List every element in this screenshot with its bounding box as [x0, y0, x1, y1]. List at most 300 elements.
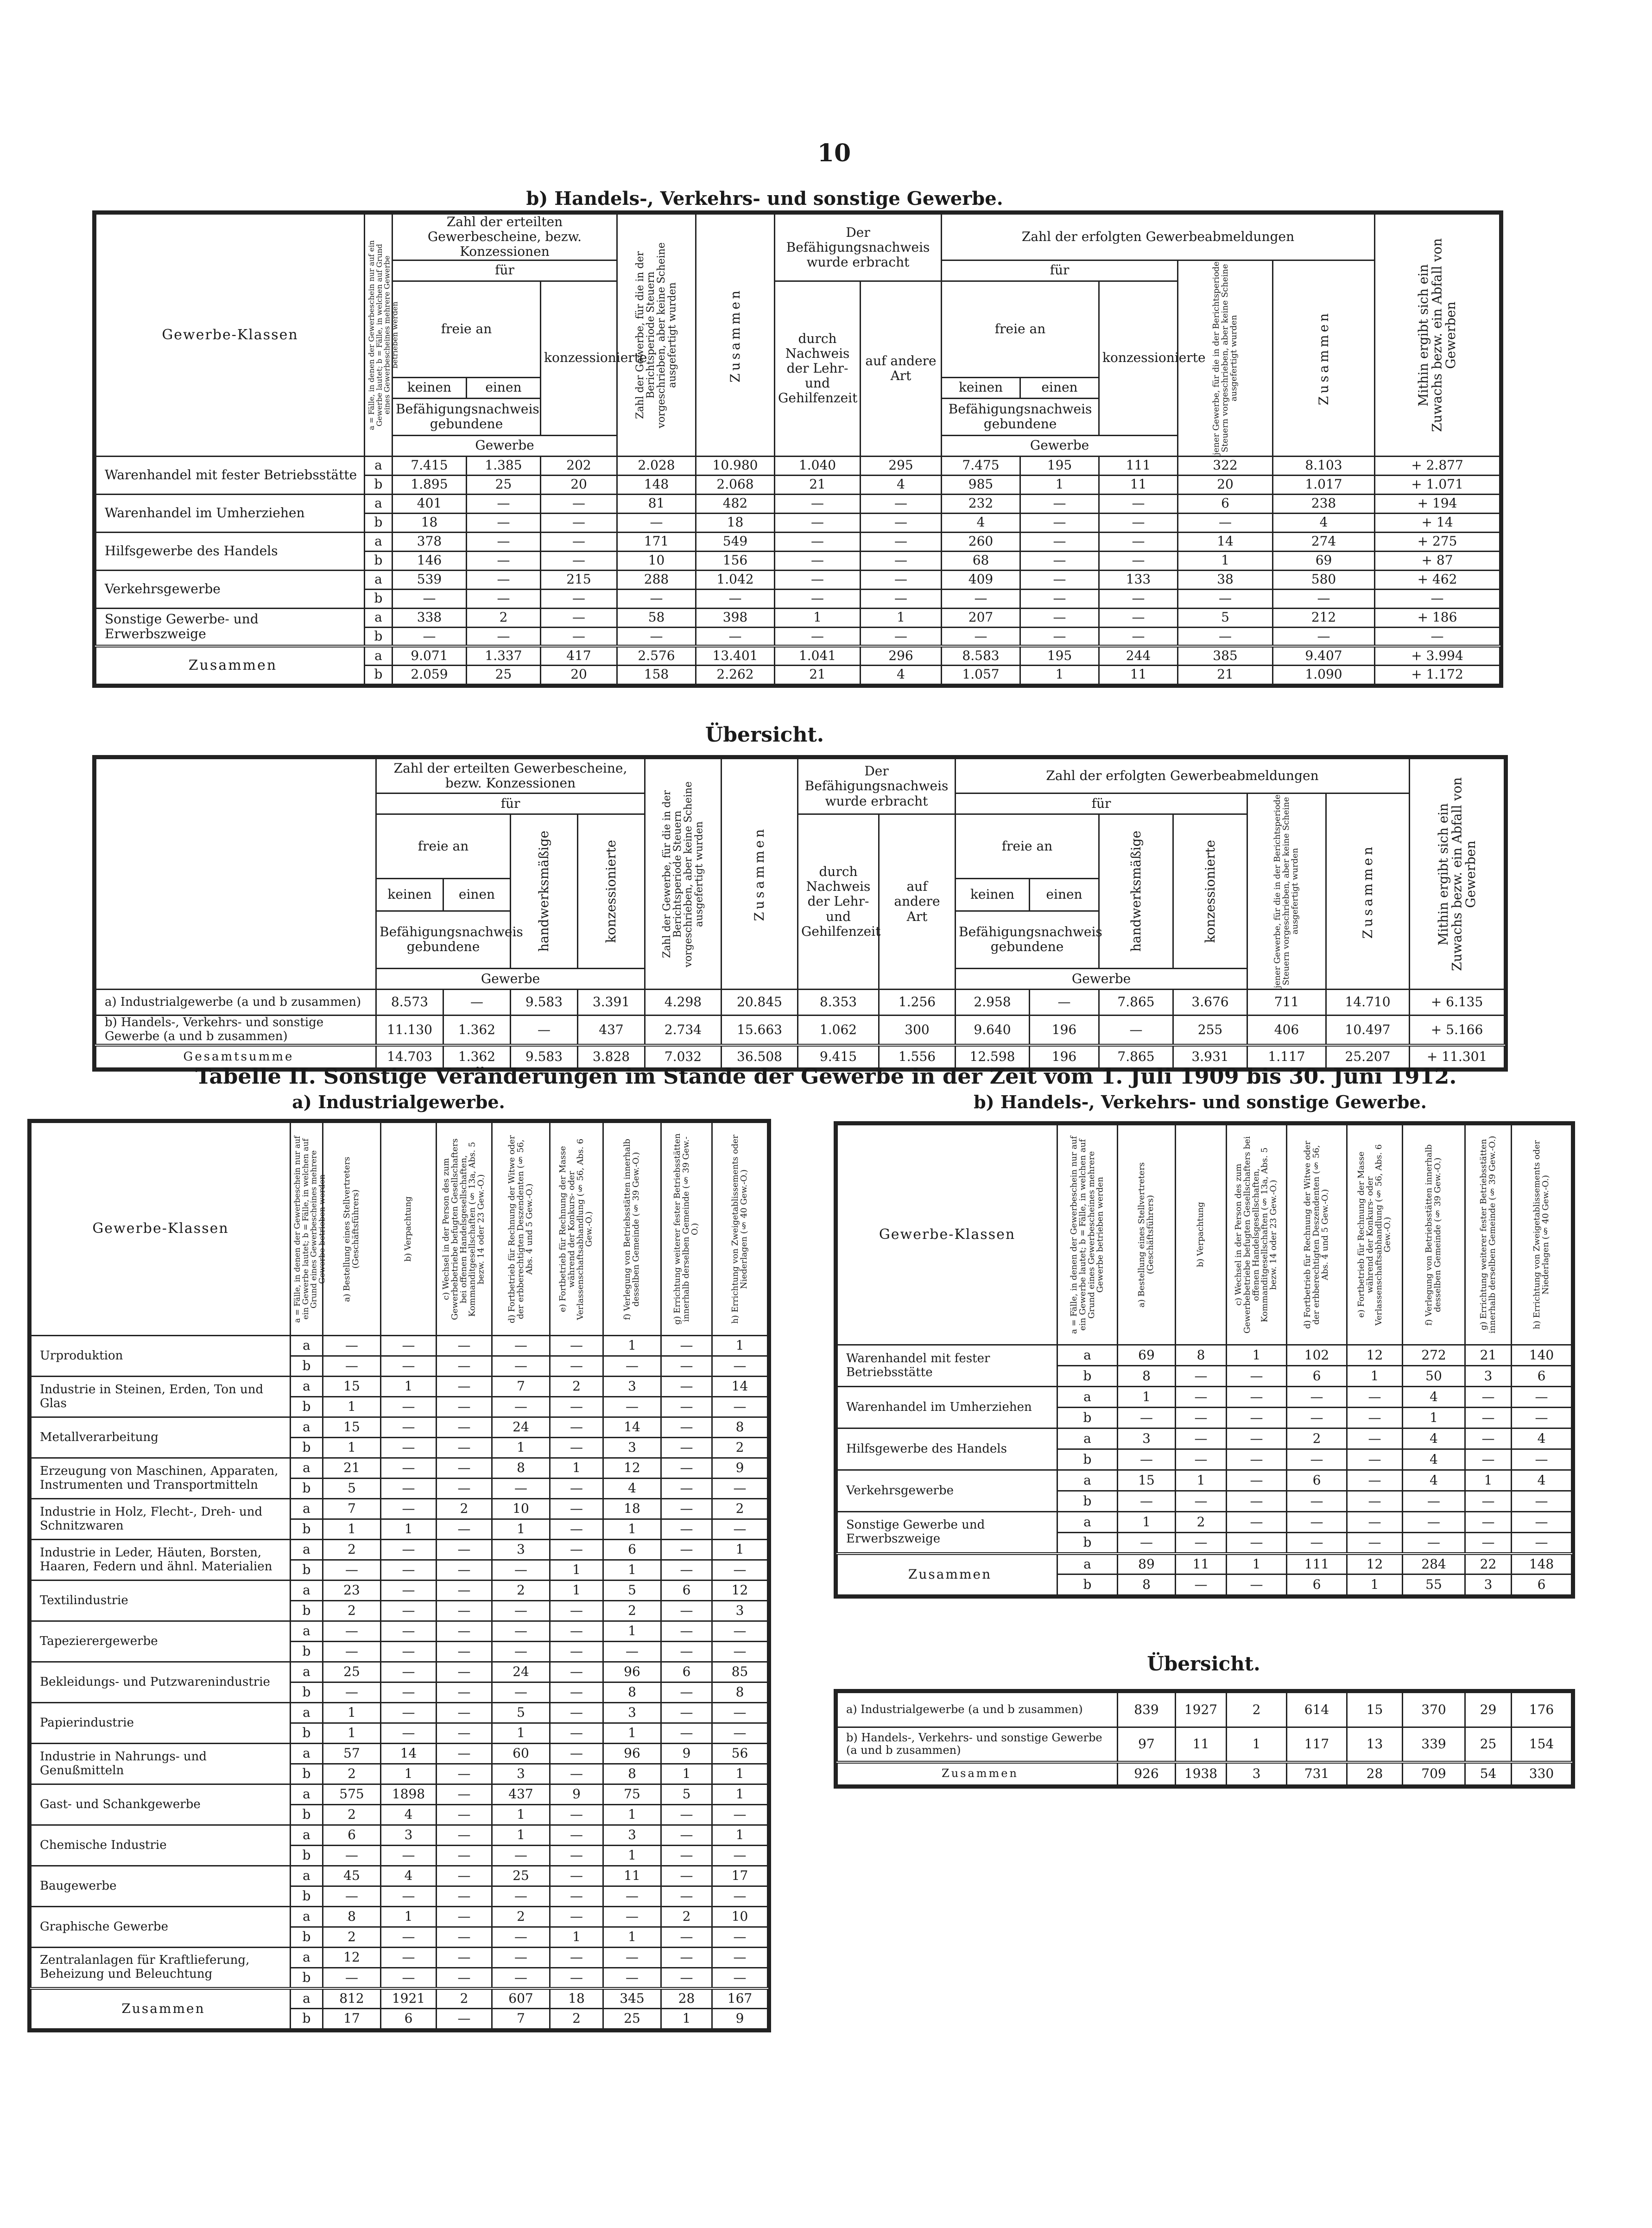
- cell: 10.980: [696, 456, 775, 475]
- total-label: Gesamtsumme: [96, 1045, 376, 1068]
- total-cell: 1: [1347, 1574, 1403, 1595]
- total-cell: 89: [1118, 1554, 1176, 1574]
- table-row: [837, 1470, 1572, 1491]
- cell: 401: [392, 494, 467, 513]
- cell: 20: [1178, 475, 1273, 494]
- row-type-b: b: [291, 1764, 323, 1784]
- cell: + 462: [1375, 570, 1500, 589]
- col-header-5: [1403, 1125, 1465, 1345]
- cell: 1: [712, 1825, 768, 1846]
- cell: 6: [1287, 1366, 1347, 1387]
- row-label: b) Handels-, Verkehrs- und sonstige Gewerbe (a und b zusammen): [837, 1727, 1118, 1762]
- row-type-b: b: [1057, 1366, 1118, 1387]
- cell: 1: [1227, 1727, 1287, 1762]
- total-cell: 4: [861, 665, 942, 684]
- cell: 1: [603, 1560, 661, 1581]
- table-row: [96, 532, 1500, 551]
- cell: —: [1176, 1491, 1227, 1512]
- cell: —: [381, 1356, 437, 1377]
- row-label: Warenhandel mit fester Betriebsstätte: [96, 456, 365, 494]
- row-label: Papierindustrie: [31, 1703, 291, 1744]
- cell: 11.130: [376, 1016, 443, 1045]
- cell: 1: [550, 1927, 603, 1948]
- gewerbe-label-3: Gewerbe: [376, 969, 645, 990]
- total-cell: 54: [1465, 1762, 1512, 1785]
- cell: —: [541, 494, 617, 513]
- cell: 3: [381, 1825, 437, 1846]
- cell: 2: [603, 1601, 661, 1621]
- cell: 14: [381, 1744, 437, 1764]
- cell: + 1.071: [1375, 475, 1500, 494]
- total-cell: 36.508: [722, 1045, 798, 1068]
- cell: 8: [492, 1458, 550, 1479]
- cell: —: [381, 1458, 437, 1479]
- cell: 409: [942, 570, 1020, 589]
- row-label: Warenhandel mit fester Betriebsstätte: [837, 1345, 1057, 1387]
- table-row: [96, 494, 1500, 513]
- cell: 21: [1465, 1345, 1512, 1366]
- row-label: a) Industrialgewerbe (a und b zusammen): [96, 990, 376, 1016]
- total-cell: 8: [1118, 1574, 1176, 1595]
- cell: —: [437, 1825, 492, 1846]
- total-cell: 731: [1287, 1762, 1347, 1785]
- cell: —: [617, 627, 696, 646]
- col-header-1: [381, 1123, 437, 1336]
- row-label: Hilfsgewerbe des Handels: [96, 532, 365, 570]
- cell: —: [1403, 1491, 1465, 1512]
- cell: 8: [603, 1682, 661, 1703]
- total-cell: 9.071: [392, 646, 467, 665]
- cell: —: [381, 1560, 437, 1581]
- cell: 202: [541, 456, 617, 475]
- freie-an-4: freie an: [956, 814, 1099, 879]
- cell: —: [661, 1703, 712, 1723]
- cell: —: [661, 1948, 712, 1968]
- cell: —: [492, 1397, 550, 1417]
- cell: —: [381, 1927, 437, 1948]
- cell: 11: [1099, 475, 1178, 494]
- row-type-b: b: [291, 1560, 323, 1581]
- cell: —: [550, 1356, 603, 1377]
- total-cell: + 3.994: [1375, 646, 1500, 665]
- cell: 75: [603, 1784, 661, 1805]
- row-type-a: a: [291, 1499, 323, 1519]
- cell: 14.710: [1326, 990, 1410, 1016]
- cell: 614: [1287, 1693, 1347, 1727]
- cell: —: [437, 1744, 492, 1764]
- row-label: Metallverarbeitung: [31, 1417, 291, 1458]
- cell: —: [1176, 1428, 1227, 1449]
- cell: —: [392, 627, 467, 646]
- cell: 12: [712, 1581, 768, 1601]
- cell: —: [696, 589, 775, 608]
- col-header-text: b) Verpachtung: [1196, 1202, 1206, 1268]
- cell: —: [1118, 1449, 1176, 1470]
- cell: 1: [1118, 1512, 1176, 1533]
- cell: 1.042: [696, 570, 775, 589]
- col-ab-header: a = Fälle, in denen der Gewerbeschein nur auf ein Gewerbe lautet; b = Fälle, in welchen auf Grund eines Gewerbescheines mehrere Gewerbe betrieben werden: [367, 240, 399, 430]
- cell: 20.845: [722, 990, 798, 1016]
- cell: 4: [603, 1479, 661, 1499]
- cell: —: [541, 532, 617, 551]
- table-row: [96, 456, 1500, 475]
- row-type-b: b: [291, 1397, 323, 1417]
- row-type-b: b: [365, 475, 392, 494]
- total-cell: 25.207: [1326, 1045, 1410, 1068]
- cell: 1: [550, 1458, 603, 1479]
- cell: 1.062: [798, 1016, 879, 1045]
- cell: —: [1227, 1533, 1287, 1554]
- cell: —: [1347, 1449, 1403, 1470]
- cell: 2: [712, 1499, 768, 1519]
- cell: —: [661, 1397, 712, 1417]
- cell: —: [1178, 627, 1273, 646]
- cell: 549: [696, 532, 775, 551]
- cell: 322: [1178, 456, 1273, 475]
- cell: 1: [1227, 1345, 1287, 1366]
- row-type-b: b: [1057, 1574, 1118, 1595]
- cell: —: [492, 1886, 550, 1907]
- row-type-b: b: [291, 1886, 323, 1907]
- cell: —: [381, 1479, 437, 1499]
- cell: 295: [861, 456, 942, 475]
- cell: 1: [603, 1519, 661, 1540]
- row-type-b: b: [291, 1968, 323, 1988]
- total-cell: 1921: [381, 1988, 437, 2009]
- col-zusammen-1: Zusammen: [727, 287, 743, 382]
- cell: —: [550, 1968, 603, 1988]
- cell: 1: [861, 608, 942, 627]
- col-zahl-steuer: Zahl der Gewerbe, für die in der Berichtsperiode Steuern vorgeschrieben, aber keine Scheine ausgefertigt wurden: [634, 242, 678, 428]
- cell: —: [1227, 1512, 1287, 1533]
- col-header-7: [1512, 1125, 1572, 1345]
- cell: —: [603, 1886, 661, 1907]
- col-andere-2: auf andere Art: [879, 814, 956, 990]
- total-cell: + 1.172: [1375, 665, 1500, 684]
- cell: —: [1099, 532, 1178, 551]
- cell: —: [550, 1642, 603, 1662]
- row-label: Sonstige Gewerbe- und Erwerbszweige: [96, 608, 365, 646]
- cell: 8: [603, 1764, 661, 1784]
- cell: —: [381, 1948, 437, 1968]
- cell: 288: [617, 570, 696, 589]
- cell: 1898: [381, 1784, 437, 1805]
- col-jener-2: jener Gewerbe, für die in der Berichtsperiode Steuern vorgeschrieben, aber keine Scheine ausgefertigt wurden: [1272, 794, 1300, 988]
- cell: —: [603, 1948, 661, 1968]
- cell: 1: [1178, 551, 1273, 570]
- cell: —: [1465, 1408, 1512, 1428]
- cell: —: [661, 1642, 712, 1662]
- cell: 3: [1465, 1366, 1512, 1387]
- cell: + 194: [1375, 494, 1500, 513]
- cell: —: [712, 1621, 768, 1642]
- cell: —: [437, 1805, 492, 1825]
- cell: 25: [323, 1662, 381, 1682]
- cell: —: [1020, 513, 1099, 532]
- cell: —: [1020, 551, 1099, 570]
- cell: 14: [712, 1377, 768, 1397]
- cell: —: [1227, 1366, 1287, 1387]
- row-type-a: a: [291, 1540, 323, 1560]
- total-cell: 926: [1118, 1762, 1176, 1785]
- cell: —: [861, 627, 942, 646]
- col-keinen-3: keinen: [376, 878, 443, 911]
- row-type-b: b: [291, 1805, 323, 1825]
- row-type-b: b: [1057, 1408, 1118, 1428]
- table-row: [31, 1866, 768, 1886]
- col-header-text: h) Errichtung von Zweigetablissements oder Niederlagen (§ 40 Gew.-O.): [1532, 1140, 1551, 1329]
- cell: 272: [1403, 1345, 1465, 1366]
- bef-gebundene-1: Befähigungsnachweis gebundene: [392, 398, 541, 435]
- cell: 2.028: [617, 456, 696, 475]
- cell: 2: [323, 1805, 381, 1825]
- cell: —: [467, 513, 541, 532]
- cell: 232: [942, 494, 1020, 513]
- row-type-a: a: [291, 1621, 323, 1642]
- cell: 274: [1273, 532, 1375, 551]
- row-type-a: a: [365, 608, 392, 627]
- cell: —: [1347, 1512, 1403, 1533]
- col-einen-2: einen: [1020, 377, 1099, 398]
- total-cell: 2.059: [392, 665, 467, 684]
- cell: —: [381, 1886, 437, 1907]
- cell: 3: [603, 1377, 661, 1397]
- cell: —: [437, 1560, 492, 1581]
- col-einen-3: einen: [443, 878, 511, 911]
- cell: —: [661, 1560, 712, 1581]
- cell: —: [712, 1927, 768, 1948]
- table-row: [96, 990, 1505, 1016]
- col-header-6: [661, 1123, 712, 1336]
- col-header-text: e) Fortbetrieb für Rechnung der Masse während der Konkurs- oder Verlassenschaftsabhandlung (§ 56, Abs. 6 Gew.-O.): [558, 1138, 594, 1320]
- col-keinen-1: keinen: [392, 377, 467, 398]
- cell: 25: [492, 1866, 550, 1886]
- cell: 9.583: [511, 990, 578, 1016]
- row-label: a) Industrialgewerbe (a und b zusammen): [837, 1693, 1118, 1727]
- total-cell: 7: [492, 2009, 550, 2029]
- row-type-a: a: [291, 1417, 323, 1438]
- cell: 1: [492, 1805, 550, 1825]
- cell: —: [550, 1662, 603, 1682]
- grp-befaehigung: Der Befähigungsnachweis wurde erbracht: [775, 214, 942, 281]
- table-row: [31, 1703, 768, 1723]
- cell: 1: [712, 1336, 768, 1356]
- total-label: Zusammen: [837, 1554, 1057, 1595]
- cell: —: [775, 532, 861, 551]
- cell: —: [492, 1682, 550, 1703]
- cell: —: [661, 1458, 712, 1479]
- cell: —: [1099, 627, 1178, 646]
- row-type-b: b: [291, 1438, 323, 1458]
- cell: —: [1030, 990, 1099, 1016]
- cell: —: [1118, 1491, 1176, 1512]
- cell: 4.298: [645, 990, 722, 1016]
- cell: 10: [492, 1499, 550, 1519]
- cell: —: [775, 494, 861, 513]
- cell: —: [1227, 1491, 1287, 1512]
- gewerbe-label-2: Gewerbe: [942, 435, 1178, 456]
- cell: 25: [467, 475, 541, 494]
- cell: 2.958: [956, 990, 1030, 1016]
- col-ab-header-4: a = Fälle, in denen der Gewerbeschein nur auf ein Gewerbe lautet; b = Fälle, in welchen auf Grund eines Gewerbescheines mehrere Gewerbe betrieben werden: [1069, 1136, 1105, 1334]
- cell: 378: [392, 532, 467, 551]
- cell: 1.256: [879, 990, 956, 1016]
- cell: —: [437, 1968, 492, 1988]
- cell: 56: [712, 1744, 768, 1764]
- cell: 3: [492, 1540, 550, 1560]
- cell: —: [1347, 1387, 1403, 1408]
- cell: —: [550, 1866, 603, 1886]
- cell: 14: [1178, 532, 1273, 551]
- cell: —: [437, 1377, 492, 1397]
- handels-table: [95, 213, 1500, 685]
- cell: —: [443, 990, 511, 1016]
- total-cell: 196: [1030, 1045, 1099, 1068]
- row-label: b) Handels-, Verkehrs- und sonstige Gewerbe (a und b zusammen): [96, 1016, 376, 1045]
- cell: —: [712, 1948, 768, 1968]
- cell: —: [775, 551, 861, 570]
- cell: —: [381, 1581, 437, 1601]
- cell: —: [437, 1642, 492, 1662]
- row-type-a: a: [365, 456, 392, 475]
- cell: 6: [323, 1825, 381, 1846]
- cell: 4: [381, 1805, 437, 1825]
- cell: —: [437, 1417, 492, 1438]
- cell: —: [437, 1438, 492, 1458]
- cell: 839: [1118, 1693, 1176, 1727]
- col-header-text: a) Bestellung eines Stellvertreters (Geschäftsführers): [1137, 1162, 1155, 1308]
- row-type-a: a: [291, 1377, 323, 1397]
- cell: —: [381, 1601, 437, 1621]
- cell: —: [437, 1397, 492, 1417]
- cell: 1.040: [775, 456, 861, 475]
- cell: —: [381, 1642, 437, 1662]
- total-cell: 17: [323, 2009, 381, 2029]
- cell: —: [550, 1601, 603, 1621]
- col-einen-4: einen: [1030, 878, 1099, 911]
- cell: 7.865: [1099, 990, 1173, 1016]
- col-gewerbe-klassen: Gewerbe-Klassen: [96, 214, 365, 457]
- cell: —: [1176, 1408, 1227, 1428]
- table-row: [837, 1387, 1572, 1408]
- cell: —: [1099, 513, 1178, 532]
- cell: 96: [603, 1662, 661, 1682]
- cell: 1: [603, 1621, 661, 1642]
- cell: 5: [492, 1703, 550, 1723]
- cell: —: [437, 1581, 492, 1601]
- cell: 300: [879, 1016, 956, 1045]
- cell: 3: [492, 1764, 550, 1784]
- cell: —: [1512, 1491, 1572, 1512]
- total-cell: —: [1227, 1574, 1287, 1595]
- cell: 5: [1178, 608, 1273, 627]
- cell: 14: [603, 1417, 661, 1438]
- cell: —: [661, 1886, 712, 1907]
- cell: 4: [381, 1866, 437, 1886]
- col-hand-1: handwerksmäßige: [536, 831, 552, 952]
- col-header-text: g) Errichtung weiterer fester Betriebsstätten innerhalb derselben Gemeinde (§ 39 Gew.-O.): [1478, 1136, 1497, 1334]
- cell: —: [1512, 1387, 1572, 1408]
- cell: 437: [578, 1016, 645, 1045]
- row-type-a: a: [291, 1988, 323, 2009]
- cell: —: [1375, 589, 1500, 608]
- row-label: Industrie in Steinen, Erden, Ton und Glas: [31, 1377, 291, 1417]
- col-keinen-4: keinen: [956, 878, 1030, 911]
- cell: —: [1347, 1491, 1403, 1512]
- cell: —: [381, 1621, 437, 1642]
- cell: —: [712, 1886, 768, 1907]
- cell: —: [1176, 1366, 1227, 1387]
- cell: —: [661, 1377, 712, 1397]
- cell: —: [550, 1764, 603, 1784]
- cell: 18: [696, 513, 775, 532]
- total-cell: 12.598: [956, 1045, 1030, 1068]
- cell: —: [661, 1438, 712, 1458]
- table-row: [837, 1512, 1572, 1533]
- cell: —: [437, 1336, 492, 1356]
- cell: 7.475: [942, 456, 1020, 475]
- row-type-b: b: [291, 1601, 323, 1621]
- cell: 3.391: [578, 990, 645, 1016]
- total-cell: 9.415: [798, 1045, 879, 1068]
- cell: 1: [1020, 475, 1099, 494]
- cell: 711: [1247, 990, 1326, 1016]
- cell: —: [437, 1948, 492, 1968]
- col-header-3: [1287, 1125, 1347, 1345]
- table-row: [31, 1948, 768, 1968]
- cell: 1: [492, 1825, 550, 1846]
- cell: —: [1178, 589, 1273, 608]
- cell: 2: [1227, 1693, 1287, 1727]
- cell: —: [861, 513, 942, 532]
- cell: —: [712, 1519, 768, 1540]
- cell: —: [1512, 1512, 1572, 1533]
- bef-gebundene-2: Befähigungsnachweis gebundene: [942, 398, 1099, 435]
- total-cell: 6: [1287, 1574, 1347, 1595]
- total-cell: 330: [1512, 1762, 1572, 1785]
- cell: 57: [323, 1744, 381, 1764]
- table-row: [96, 570, 1500, 589]
- cell: —: [437, 1356, 492, 1377]
- total-cell: 812: [323, 1988, 381, 2009]
- total-cell: 55: [1403, 1574, 1465, 1595]
- cell: —: [323, 1968, 381, 1988]
- cell: —: [541, 589, 617, 608]
- cell: —: [661, 1723, 712, 1744]
- cell: 2: [550, 1377, 603, 1397]
- cell: 2: [712, 1438, 768, 1458]
- cell: 1: [775, 608, 861, 627]
- cell: —: [467, 570, 541, 589]
- col-header-text: e) Fortbetrieb für Rechnung der Masse während der Konkurs- oder Verlassenschaftsabhandlung (§ 56, Abs. 6 Gew.-O.): [1356, 1144, 1392, 1326]
- cell: 2: [492, 1907, 550, 1927]
- total-cell: 111: [1287, 1554, 1347, 1574]
- cell: —: [467, 494, 541, 513]
- col-header-4: [550, 1123, 603, 1336]
- col-gewerbe-klassen-3: Gewerbe-Klassen: [31, 1123, 291, 1336]
- row-type-a: a: [365, 532, 392, 551]
- row-type-a: a: [1057, 1512, 1118, 1533]
- cell: 195: [1020, 456, 1099, 475]
- cell: 3: [603, 1703, 661, 1723]
- total-cell: —: [1176, 1574, 1227, 1595]
- col-header-text: g) Errichtung weiterer fester Betriebsstätten innerhalb derselben Gemeinde (§ 39 Gew.-O.): [672, 1133, 700, 1325]
- cell: —: [1347, 1428, 1403, 1449]
- total-cell: 345: [603, 1988, 661, 2009]
- table-row: [31, 1825, 768, 1846]
- total-cell: 14.703: [376, 1045, 443, 1068]
- cell: —: [323, 1682, 381, 1703]
